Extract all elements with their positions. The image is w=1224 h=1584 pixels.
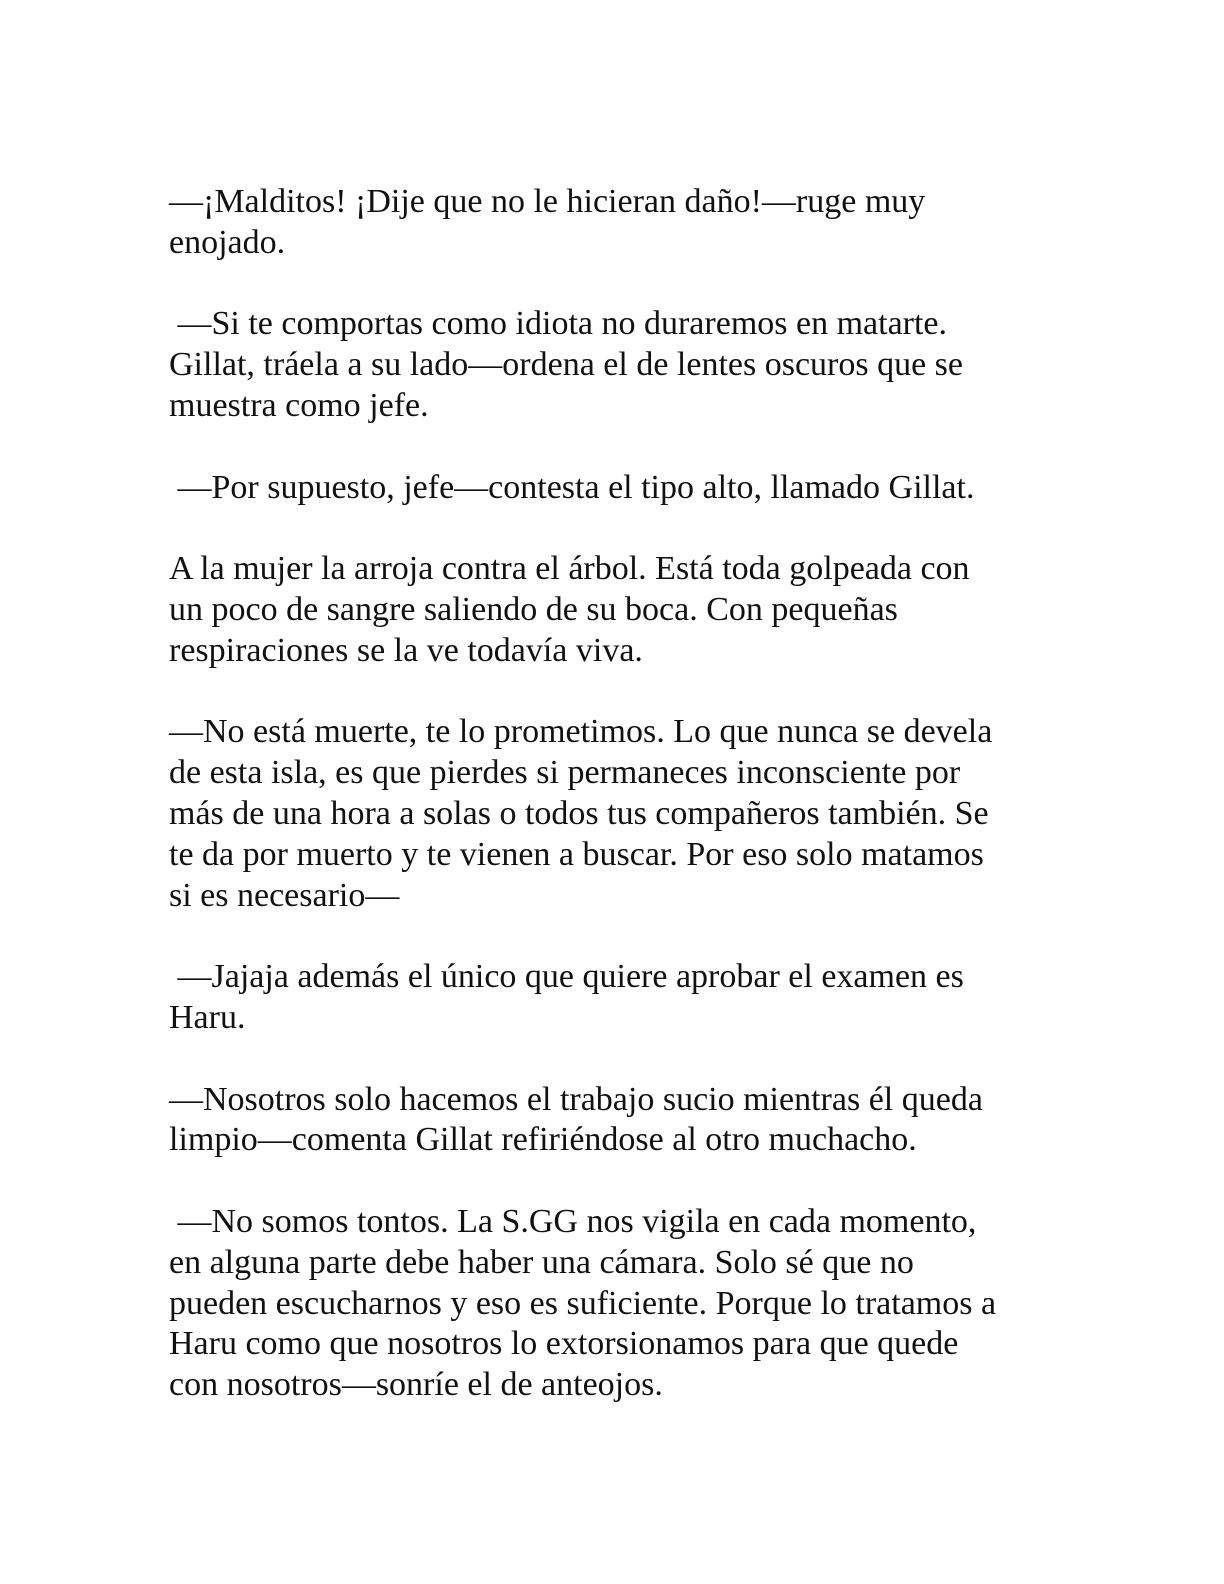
text-line: más de una hora a solas o todos tus compañeros también. Se (169, 794, 989, 832)
text-line: respiraciones se la ve todavía viva. (169, 631, 643, 669)
text-line: —Nosotros solo hacemos el trabajo sucio mientras él queda (169, 1080, 983, 1118)
paragraph (169, 304, 1049, 426)
text-line: —No somos tontos. La S.GG nos vigila en cada momento, (169, 1202, 977, 1240)
paragraph (169, 182, 1049, 264)
text-line: limpio—comenta Gillat refiriéndose al otro muchacho. (169, 1121, 917, 1159)
paragraph (169, 712, 1049, 916)
document-body (169, 182, 1049, 1447)
text-line: de esta isla, es que pierdes si permaneces inconsciente por (169, 754, 961, 792)
text-line: Haru como que nosotros lo extorsionamos para que quede (169, 1325, 959, 1363)
text-line: enojado. (169, 223, 286, 261)
text-line: si es necesario— (169, 876, 400, 914)
text-line: —No está muerte, te lo prometimos. Lo que nunca se devela (169, 713, 993, 751)
text-line: —Por supuesto, jefe—contesta el tipo alto, llamado Gillat. (169, 468, 975, 506)
text-line: —Jajaja además el único que quiere aprobar el examen es (169, 958, 964, 996)
text-line: te da por muerto y te vienen a buscar. Por eso solo matamos (169, 835, 984, 873)
text-line: A la mujer la arroja contra el árbol. Está toda golpeada con (169, 550, 970, 588)
text-line: con nosotros—sonríe el de anteojos. (169, 1366, 663, 1404)
text-line: Gillat, tráela a su lado—ordena el de lentes oscuros que se (169, 346, 964, 384)
text-line: en alguna parte debe haber una cámara. Solo sé que no (169, 1243, 914, 1281)
paragraph (169, 549, 1049, 671)
text-line: —Si te comportas como idiota no duraremos en matarte. (169, 305, 948, 343)
text-line: muestra como jefe. (169, 386, 429, 424)
text-line: Haru. (169, 998, 246, 1036)
paragraph (169, 468, 1049, 509)
text-line: pueden escucharnos y eso es suficiente. Porque lo tratamos a (169, 1284, 997, 1322)
paragraph (169, 1202, 1049, 1406)
paragraph (169, 957, 1049, 1039)
text-line: un poco de sangre saliendo de su boca. Con pequeñas (169, 590, 898, 628)
paragraph (169, 1080, 1049, 1162)
text-line: —¡Malditos! ¡Dije que no le hicieran daño!—ruge muy (169, 183, 926, 220)
